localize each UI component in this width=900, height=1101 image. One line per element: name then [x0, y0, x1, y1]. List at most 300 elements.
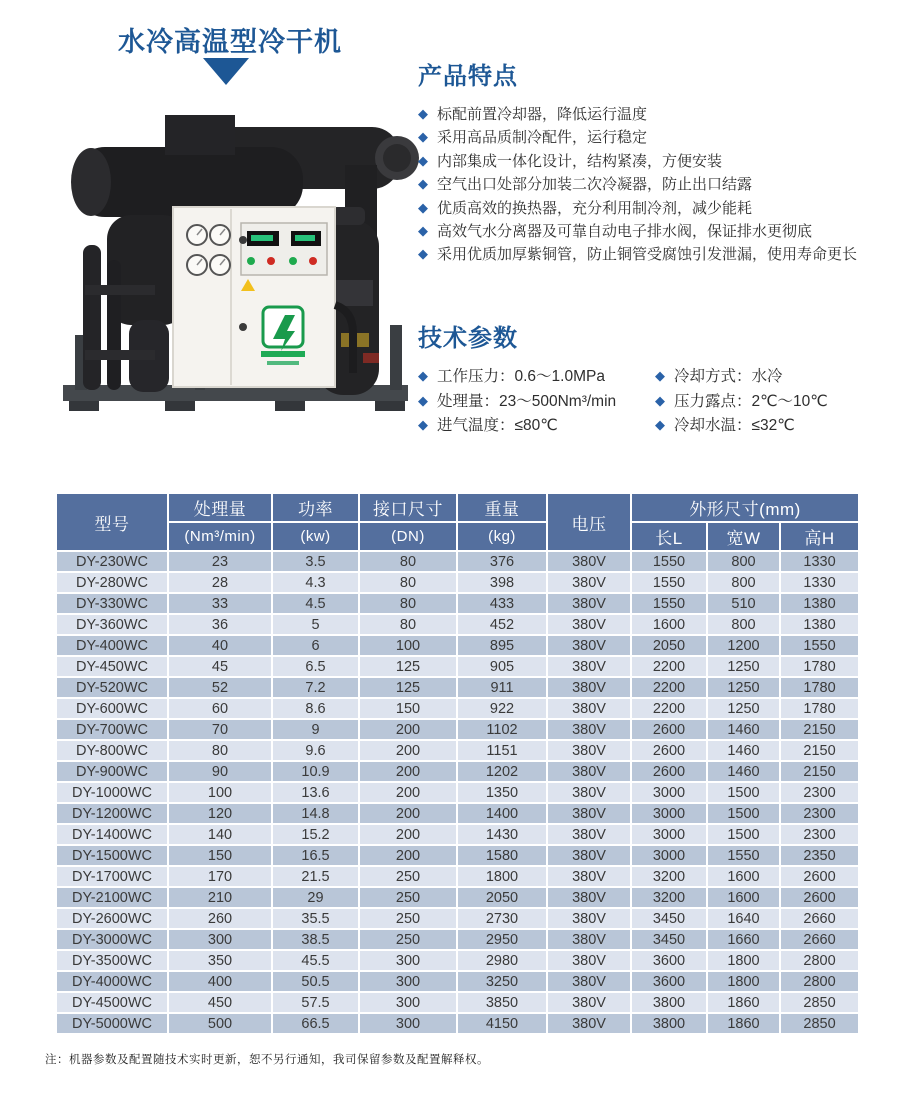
diamond-bullet-icon: ◆ — [418, 223, 428, 239]
table-cell: 380V — [548, 846, 630, 865]
col-header-power: 功率 — [273, 494, 358, 521]
table-cell: 380V — [548, 762, 630, 781]
table-cell: 3250 — [458, 972, 546, 991]
table-cell: 380V — [548, 993, 630, 1012]
table-cell: 376 — [458, 552, 546, 571]
table-cell: 250 — [360, 867, 456, 886]
table-cell: DY-450WC — [57, 657, 167, 676]
table-cell: 2300 — [781, 825, 858, 844]
table-cell: 150 — [169, 846, 271, 865]
list-item-label: 压力露点：2℃～10℃ — [674, 392, 828, 410]
diamond-bullet-icon: ◆ — [418, 199, 428, 215]
table-cell: 1202 — [458, 762, 546, 781]
table-header-row-1 — [57, 494, 858, 521]
table-cell: 80 — [360, 594, 456, 613]
col-header-voltage: 电压 — [548, 494, 630, 550]
table-cell: 1250 — [708, 699, 779, 718]
table-cell: 2050 — [632, 636, 706, 655]
table-cell: 380V — [548, 951, 630, 970]
table-cell: 300 — [360, 993, 456, 1012]
table-cell: 380V — [548, 657, 630, 676]
table-cell: 398 — [458, 573, 546, 592]
table-cell: 380V — [548, 909, 630, 928]
table-cell: 1550 — [632, 594, 706, 613]
table-cell: 905 — [458, 657, 546, 676]
table-cell: 1600 — [708, 888, 779, 907]
table-cell: 895 — [458, 636, 546, 655]
table-cell: 500 — [169, 1014, 271, 1033]
list-item-label: 空气出口处部分加装二次冷凝器，防止出口结露 — [437, 176, 753, 194]
list-item-label: 标配前置冷却器，降低运行温度 — [437, 106, 648, 123]
list-item-label: 高效气水分离器及可靠自动电子排水阀，保证排水更彻底 — [437, 223, 813, 241]
col-header-capacity-unit: (Nm³/min) — [169, 523, 271, 550]
table-cell: 200 — [360, 825, 456, 844]
table-cell: 2050 — [458, 888, 546, 907]
table-row — [57, 951, 858, 970]
machine-illustration-icon — [45, 95, 425, 425]
col-header-weight: 重量 — [458, 494, 546, 521]
table-cell: 1500 — [708, 825, 779, 844]
table-cell: 80 — [169, 741, 271, 760]
table-cell: 1600 — [708, 867, 779, 886]
table-cell: 2660 — [781, 909, 858, 928]
table-cell: 250 — [360, 909, 456, 928]
col-header-power-unit: (kw) — [273, 523, 358, 550]
table-cell: 3000 — [632, 825, 706, 844]
tech-params-section — [418, 318, 888, 439]
table-cell: 1550 — [632, 552, 706, 571]
list-item — [418, 197, 888, 220]
table-cell: 1550 — [708, 846, 779, 865]
table-cell: 57.5 — [273, 993, 358, 1012]
title-pointer-triangle-icon — [203, 58, 249, 85]
table-cell: 3.5 — [273, 552, 358, 571]
table-row — [57, 699, 858, 718]
table-cell: 1550 — [781, 636, 858, 655]
table-cell: DY-1500WC — [57, 846, 167, 865]
table-row — [57, 909, 858, 928]
table-cell: 1330 — [781, 552, 858, 571]
table-cell: 1102 — [458, 720, 546, 739]
table-cell: 2600 — [781, 888, 858, 907]
table-cell: 300 — [169, 930, 271, 949]
table-cell: 350 — [169, 951, 271, 970]
table-cell: DY-1000WC — [57, 783, 167, 802]
table-cell: 3000 — [632, 783, 706, 802]
tech-params-right-list — [655, 365, 828, 439]
table-cell: DY-520WC — [57, 678, 167, 697]
table-cell: 3600 — [632, 972, 706, 991]
table-cell: 9 — [273, 720, 358, 739]
table-cell: DY-600WC — [57, 699, 167, 718]
table-cell: 4150 — [458, 1014, 546, 1033]
table-row — [57, 930, 858, 949]
footer-note: 注：机器参数及配置随技术实时更新，恕不另行通知，我司保留参数及配置解释权。 — [45, 1054, 489, 1066]
table-cell: 13.6 — [273, 783, 358, 802]
table-cell: 3200 — [632, 867, 706, 886]
table-cell: 14.8 — [273, 804, 358, 823]
table-row — [57, 993, 858, 1012]
table-cell: 2850 — [781, 1014, 858, 1033]
table-cell: 60 — [169, 699, 271, 718]
table-cell: 1460 — [708, 720, 779, 739]
table-cell: 2150 — [781, 741, 858, 760]
table-cell: 2850 — [781, 993, 858, 1012]
table-cell: 452 — [458, 615, 546, 634]
table-row — [57, 594, 858, 613]
diamond-bullet-icon: ◆ — [418, 392, 428, 408]
table-cell: 380V — [548, 825, 630, 844]
table-cell: DY-2600WC — [57, 909, 167, 928]
table-cell: 800 — [708, 573, 779, 592]
table-cell: 380V — [548, 888, 630, 907]
table-cell: 1860 — [708, 993, 779, 1012]
table-cell: 1330 — [781, 573, 858, 592]
list-item-label: 采用优质加厚紫铜管，防止铜管受腐蚀引发泄漏，使用寿命更长 — [437, 246, 858, 264]
table-cell: 510 — [708, 594, 779, 613]
table-cell: 2600 — [632, 720, 706, 739]
table-header-row-2 — [57, 523, 858, 550]
table-cell: 250 — [360, 930, 456, 949]
list-item — [418, 103, 888, 126]
diamond-bullet-icon: ◆ — [418, 176, 428, 192]
col-header-dimensions-group: 外形尺寸(mm) — [632, 494, 858, 521]
table-cell: 2600 — [781, 867, 858, 886]
table-cell: 200 — [360, 762, 456, 781]
list-item-label: 冷却水温：≤32℃ — [674, 417, 795, 434]
list-item — [655, 390, 828, 415]
table-cell: 380V — [548, 972, 630, 991]
col-header-weight-unit: (kg) — [458, 523, 546, 550]
table-cell: 8.6 — [273, 699, 358, 718]
table-cell: 2730 — [458, 909, 546, 928]
table-cell: 70 — [169, 720, 271, 739]
table-cell: 380V — [548, 552, 630, 571]
col-header-height: 高H — [781, 523, 858, 550]
table-row — [57, 1014, 858, 1033]
list-item — [418, 414, 655, 439]
table-cell: 1380 — [781, 594, 858, 613]
table-cell: 2600 — [632, 741, 706, 760]
table-cell: 1780 — [781, 678, 858, 697]
table-cell: 922 — [458, 699, 546, 718]
table-cell: 1500 — [708, 783, 779, 802]
table-cell: DY-700WC — [57, 720, 167, 739]
table-cell: 4.5 — [273, 594, 358, 613]
table-cell: 36 — [169, 615, 271, 634]
list-item-label: 采用高品质制冷配件，运行稳定 — [437, 129, 648, 147]
table-cell: 2300 — [781, 783, 858, 802]
table-cell: DY-400WC — [57, 636, 167, 655]
table-cell: 300 — [360, 972, 456, 991]
col-header-length: 长L — [632, 523, 706, 550]
list-item — [655, 414, 828, 439]
table-cell: 50.5 — [273, 972, 358, 991]
table-cell: 380V — [548, 867, 630, 886]
table-cell: 200 — [360, 783, 456, 802]
list-item-label: 内部集成一体化设计，结构紧凑，方便安装 — [437, 152, 723, 170]
diamond-bullet-icon: ◆ — [418, 246, 428, 262]
table-row — [57, 720, 858, 739]
table-cell: 3800 — [632, 993, 706, 1012]
table-cell: DY-1400WC — [57, 825, 167, 844]
table-cell: 28 — [169, 573, 271, 592]
diamond-bullet-icon: ◆ — [655, 417, 665, 432]
table-cell: 200 — [360, 804, 456, 823]
table-cell: 250 — [360, 888, 456, 907]
table-cell: 1151 — [458, 741, 546, 760]
table-cell: 1380 — [781, 615, 858, 634]
table-row — [57, 762, 858, 781]
table-cell: 2800 — [781, 951, 858, 970]
table-cell: 1460 — [708, 762, 779, 781]
table-cell: 1800 — [708, 951, 779, 970]
table-row — [57, 804, 858, 823]
table-cell: 35.5 — [273, 909, 358, 928]
table-cell: 380V — [548, 594, 630, 613]
table-cell: 3800 — [632, 1014, 706, 1033]
table-cell: 433 — [458, 594, 546, 613]
table-cell: 3600 — [632, 951, 706, 970]
table-row — [57, 573, 858, 592]
table-cell: DY-230WC — [57, 552, 167, 571]
table-cell: 2800 — [781, 972, 858, 991]
table-cell: 800 — [708, 552, 779, 571]
table-row — [57, 783, 858, 802]
table-cell: 80 — [360, 552, 456, 571]
table-cell: 1800 — [458, 867, 546, 886]
features-section — [418, 56, 888, 267]
table-cell: 45 — [169, 657, 271, 676]
feature-list — [418, 103, 888, 267]
table-cell: DY-2100WC — [57, 888, 167, 907]
table-cell: 120 — [169, 804, 271, 823]
table-cell: 3450 — [632, 930, 706, 949]
table-cell: 10.9 — [273, 762, 358, 781]
table-cell: 2350 — [781, 846, 858, 865]
list-item — [418, 243, 888, 266]
table-cell: 45.5 — [273, 951, 358, 970]
table-cell: 52 — [169, 678, 271, 697]
tech-params-heading: 技术参数 — [418, 325, 518, 352]
table-cell: 380V — [548, 615, 630, 634]
table-cell: 16.5 — [273, 846, 358, 865]
table-row — [57, 615, 858, 634]
table-row — [57, 888, 858, 907]
table-cell: 380V — [548, 783, 630, 802]
table-cell: 380V — [548, 678, 630, 697]
table-cell: 210 — [169, 888, 271, 907]
table-cell: 1430 — [458, 825, 546, 844]
table-cell: 380V — [548, 573, 630, 592]
col-header-capacity: 处理量 — [169, 494, 271, 521]
table-cell: 1250 — [708, 657, 779, 676]
spec-table — [55, 492, 842, 1035]
table-cell: 29 — [273, 888, 358, 907]
table-cell: 80 — [360, 615, 456, 634]
table-cell: 2300 — [781, 804, 858, 823]
table-cell: DY-1200WC — [57, 804, 167, 823]
list-item — [655, 365, 828, 390]
table-cell: 2950 — [458, 930, 546, 949]
table-cell: 80 — [360, 573, 456, 592]
list-item — [418, 390, 655, 415]
table-row — [57, 825, 858, 844]
tech-params-left-list — [418, 365, 655, 439]
table-row — [57, 867, 858, 886]
table-cell: 150 — [360, 699, 456, 718]
table-cell: 3000 — [632, 804, 706, 823]
table-cell: 7.2 — [273, 678, 358, 697]
table-cell: 1780 — [781, 699, 858, 718]
table-row — [57, 678, 858, 697]
table-cell: 1500 — [708, 804, 779, 823]
table-cell: DY-360WC — [57, 615, 167, 634]
diamond-bullet-icon: ◆ — [418, 152, 428, 168]
table-cell: 15.2 — [273, 825, 358, 844]
table-cell: 1600 — [632, 615, 706, 634]
table-cell: 38.5 — [273, 930, 358, 949]
table-cell: 380V — [548, 804, 630, 823]
table-cell: 3000 — [632, 846, 706, 865]
table-cell: DY-4000WC — [57, 972, 167, 991]
table-cell: 380V — [548, 741, 630, 760]
table-cell: 90 — [169, 762, 271, 781]
table-cell: 200 — [360, 720, 456, 739]
col-header-port: 接口尺寸 — [360, 494, 456, 521]
table-cell: 125 — [360, 657, 456, 676]
table-cell: 1400 — [458, 804, 546, 823]
table-cell: DY-5000WC — [57, 1014, 167, 1033]
table-row — [57, 552, 858, 571]
table-cell: 2660 — [781, 930, 858, 949]
table-cell: 2980 — [458, 951, 546, 970]
list-item-label: 工作压力：0.6～1.0MPa — [437, 368, 605, 385]
table-cell: 300 — [360, 951, 456, 970]
table-cell: 200 — [360, 741, 456, 760]
table-cell: 5 — [273, 615, 358, 634]
table-cell: 1460 — [708, 741, 779, 760]
table-row — [57, 657, 858, 676]
table-cell: DY-280WC — [57, 573, 167, 592]
table-cell: 100 — [169, 783, 271, 802]
table-cell: DY-900WC — [57, 762, 167, 781]
diamond-bullet-icon: ◆ — [418, 129, 428, 145]
table-cell: 300 — [360, 1014, 456, 1033]
table-cell: 380V — [548, 930, 630, 949]
table-cell: 1200 — [708, 636, 779, 655]
table-cell: 450 — [169, 993, 271, 1012]
table-cell: 170 — [169, 867, 271, 886]
diamond-bullet-icon: ◆ — [418, 106, 428, 121]
col-header-port-unit: (DN) — [360, 523, 456, 550]
tech-params-columns — [418, 365, 888, 439]
table-cell: 2200 — [632, 657, 706, 676]
table-row — [57, 972, 858, 991]
spec-table-body — [57, 552, 858, 1033]
table-row — [57, 741, 858, 760]
table-cell: 33 — [169, 594, 271, 613]
table-cell: 260 — [169, 909, 271, 928]
table-cell: 911 — [458, 678, 546, 697]
table-cell: 800 — [708, 615, 779, 634]
table-cell: 380V — [548, 720, 630, 739]
table-row — [57, 846, 858, 865]
table-cell: 3450 — [632, 909, 706, 928]
table-cell: 380V — [548, 699, 630, 718]
table-cell: DY-3500WC — [57, 951, 167, 970]
col-header-model: 型号 — [57, 494, 167, 550]
table-cell: 1660 — [708, 930, 779, 949]
list-item — [418, 150, 888, 173]
list-item-label: 处理量：23～500Nm³/min — [437, 392, 617, 410]
table-cell: 3200 — [632, 888, 706, 907]
table-cell: 1800 — [708, 972, 779, 991]
page-title: 水冷高温型冷干机 — [118, 27, 342, 57]
table-cell: 1250 — [708, 678, 779, 697]
list-item — [418, 126, 888, 149]
table-cell: 21.5 — [273, 867, 358, 886]
table-cell: DY-330WC — [57, 594, 167, 613]
list-item-label: 冷却方式：水冷 — [674, 368, 783, 385]
table-cell: 2200 — [632, 699, 706, 718]
table-cell: 100 — [360, 636, 456, 655]
list-item-label: 进气温度：≤80℃ — [437, 417, 558, 434]
table-cell: 9.6 — [273, 741, 358, 760]
diamond-bullet-icon: ◆ — [655, 392, 665, 408]
table-cell: 2150 — [781, 720, 858, 739]
table-cell: 66.5 — [273, 1014, 358, 1033]
table-cell: 6.5 — [273, 657, 358, 676]
features-heading: 产品特点 — [418, 63, 518, 90]
table-cell: 200 — [360, 846, 456, 865]
list-item — [418, 173, 888, 196]
list-item-label: 优质高效的换热器，充分利用制冷剂，减少能耗 — [437, 199, 753, 217]
product-photo — [45, 95, 425, 425]
table-row — [57, 636, 858, 655]
table-cell: 140 — [169, 825, 271, 844]
table-cell: DY-800WC — [57, 741, 167, 760]
table-cell: 1640 — [708, 909, 779, 928]
table-cell: 3850 — [458, 993, 546, 1012]
table-cell: 400 — [169, 972, 271, 991]
table-cell: 2200 — [632, 678, 706, 697]
table-cell: 1550 — [632, 573, 706, 592]
table-cell: DY-1700WC — [57, 867, 167, 886]
table-cell: 2600 — [632, 762, 706, 781]
table-cell: DY-4500WC — [57, 993, 167, 1012]
table-cell: 125 — [360, 678, 456, 697]
table-cell: DY-3000WC — [57, 930, 167, 949]
table-cell: 4.3 — [273, 573, 358, 592]
diamond-bullet-icon: ◆ — [418, 368, 428, 383]
table-cell: 6 — [273, 636, 358, 655]
table-cell: 23 — [169, 552, 271, 571]
list-item — [418, 220, 888, 243]
table-cell: 380V — [548, 1014, 630, 1033]
table-cell: 1860 — [708, 1014, 779, 1033]
table-cell: 2150 — [781, 762, 858, 781]
list-item — [418, 365, 655, 390]
table-cell: 1580 — [458, 846, 546, 865]
table-cell: 380V — [548, 636, 630, 655]
diamond-bullet-icon: ◆ — [655, 368, 665, 383]
col-header-width: 宽W — [708, 523, 779, 550]
table-cell: 1350 — [458, 783, 546, 802]
diamond-bullet-icon: ◆ — [418, 417, 428, 432]
table-cell: 40 — [169, 636, 271, 655]
table-cell: 1780 — [781, 657, 858, 676]
